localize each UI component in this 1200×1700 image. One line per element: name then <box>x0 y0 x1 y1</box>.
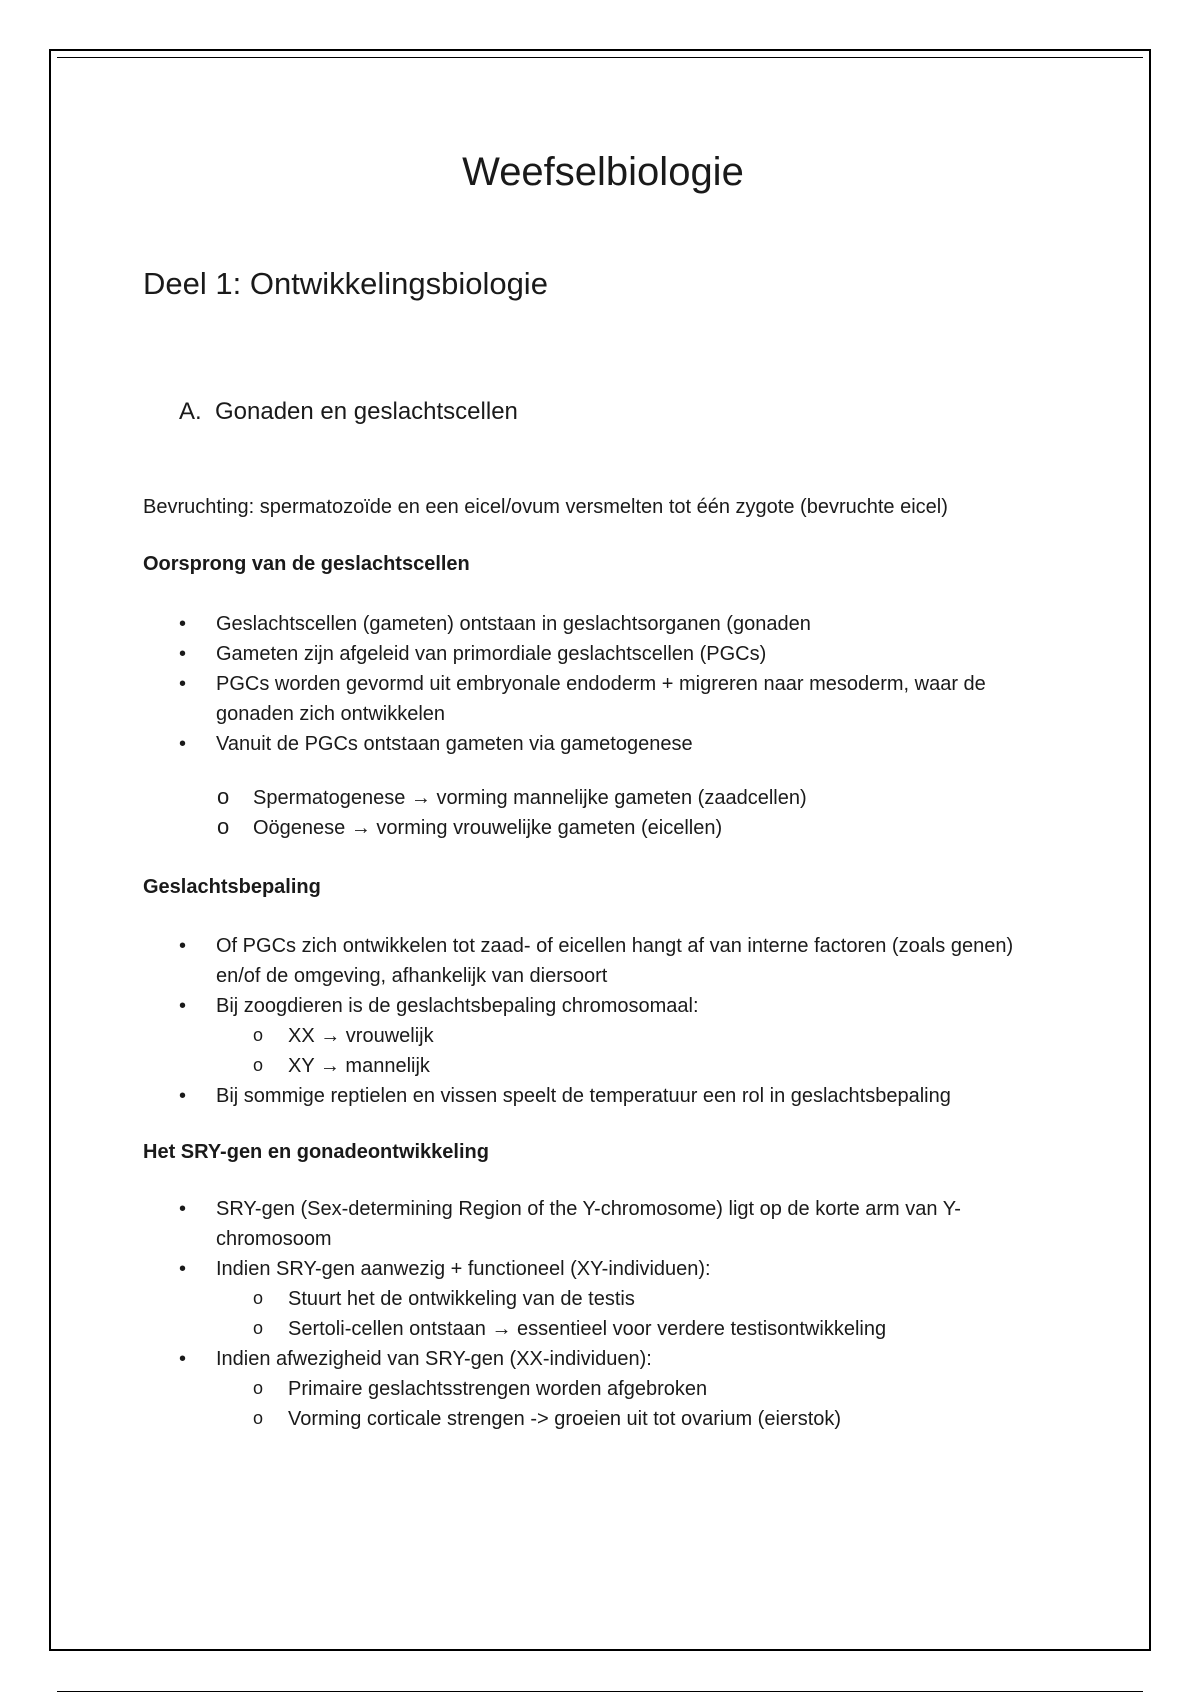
sex-determination-heading: Geslachtsbepaling <box>143 876 321 898</box>
list-item: • Bij sommige reptielen en vissen speelt de temperatuur een rol in geslachtsbepaling <box>143 1081 1063 1111</box>
list-item: • Gameten zijn afgeleid van primordiale geslachtscellen (PGCs) <box>143 639 1063 669</box>
sry-heading: Het SRY-gen en gonadeontwikkeling <box>143 1141 489 1163</box>
document-title: Weefselbiologie <box>462 150 744 194</box>
bullet-icon: • <box>179 613 187 635</box>
chromosome-sub-list <box>216 1021 1063 1081</box>
bullet-icon: • <box>179 643 187 665</box>
bullet-icon: • <box>179 1348 187 1370</box>
origin-heading: Oorsprong van de geslachtscellen <box>143 553 470 575</box>
bullet-icon: • <box>179 1085 187 1107</box>
list-item: • Indien SRY-gen aanwezig + functioneel (XY-individuen): o Stuurt het de ontwikkeling van de testis o Sertoli-cellen ontstaan → essentieel voor verdere testisontwikkeling <box>143 1254 1063 1344</box>
list-item: o Vorming corticale strengen -> groeien uit tot ovarium (eierstok) <box>143 1404 1063 1434</box>
list-item: • Of PGCs zich ontwikkelen tot zaad- of eicellen hangt af van interne factoren (zoals genen) en/of de omgeving, afhankelijk van diersoort <box>143 931 1063 991</box>
sub-bullet-icon: o <box>217 784 230 809</box>
bullet-icon: • <box>179 1258 187 1280</box>
list-item: o Oögenese → vorming vrouwelijke gameten (eicellen) <box>143 813 1063 843</box>
sub-bullet-icon: o <box>253 1288 264 1308</box>
bullet-icon: • <box>179 673 187 695</box>
bullet-icon: • <box>179 1198 187 1220</box>
part-title: Deel 1: Ontwikkelingsbiologie <box>143 266 548 301</box>
intro-paragraph: Bevruchting: spermatozoïde en een eicel/ovum versmelten tot één zygote (bevruchte eicel) <box>143 496 948 518</box>
list-item: o Sertoli-cellen ontstaan → essentieel voor verdere testisontwikkeling <box>143 1314 1063 1344</box>
section-marker: A. <box>179 398 202 425</box>
sry-present-sub-list <box>216 1284 1063 1344</box>
list-item: o Primaire geslachtsstrengen worden afgebroken <box>143 1374 1063 1404</box>
sry-list <box>143 1194 1063 1434</box>
sex-determination-list <box>143 931 1063 1111</box>
bullet-icon: • <box>179 935 187 957</box>
list-item: • PGCs worden gevormd uit embryonale endoderm + migreren naar mesoderm, waar de gonaden zich ontwikkelen <box>143 669 1063 729</box>
list-item: o XY → mannelijk <box>143 1051 1063 1081</box>
section-title-text: Gonaden en geslachtscellen <box>215 398 518 425</box>
bullet-icon: • <box>179 995 187 1017</box>
origin-list <box>143 609 1063 759</box>
list-item: o Stuurt het de ontwikkeling van de testis <box>143 1284 1063 1314</box>
sub-bullet-icon: o <box>217 814 230 839</box>
sry-absent-sub-list <box>216 1374 1063 1434</box>
bullet-icon: • <box>179 733 187 755</box>
sub-bullet-icon: o <box>253 1318 264 1338</box>
sub-bullet-icon: o <box>253 1055 264 1075</box>
list-item: o Spermatogenese → vorming mannelijke gameten (zaadcellen) <box>143 783 1063 813</box>
origin-sub-list <box>143 783 1063 843</box>
sub-bullet-icon: o <box>253 1378 264 1398</box>
list-item: • SRY-gen (Sex-determining Region of the Y-chromosome) ligt op de korte arm van Y-chromosoom <box>143 1194 1063 1254</box>
list-item: • Indien afwezigheid van SRY-gen (XX-individuen): o Primaire geslachtsstrengen worden afgebroken o Vorming corticale strengen -> groeien uit tot ovarium (eierstok) <box>143 1344 1063 1434</box>
list-item: o XX → vrouwelijk <box>143 1021 1063 1051</box>
footer-rule <box>57 1691 1143 1692</box>
sub-bullet-icon: o <box>253 1025 264 1045</box>
page-border-inner-line <box>57 57 1143 58</box>
section-title <box>179 397 518 427</box>
list-item: • Bij zoogdieren is de geslachtsbepaling chromosomaal: o XX → vrouwelijk o XY → mannelijk <box>143 991 1063 1081</box>
sub-bullet-icon: o <box>253 1408 264 1428</box>
list-item: • Vanuit de PGCs ontstaan gameten via gametogenese <box>143 729 1063 759</box>
list-item: • Geslachtscellen (gameten) ontstaan in geslachtsorganen (gonaden <box>143 609 1063 639</box>
